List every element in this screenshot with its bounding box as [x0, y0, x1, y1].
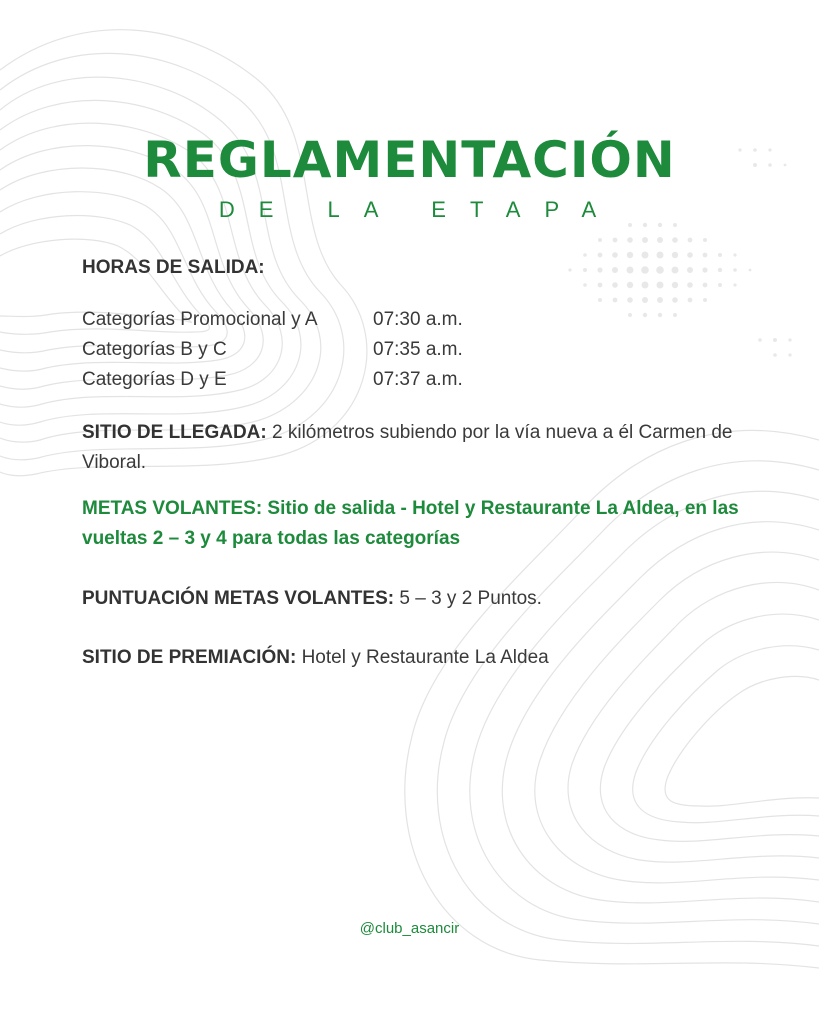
horas-salida-heading: HORAS DE SALIDA:: [82, 257, 265, 278]
page-title: REGLAMENTACIÓN: [143, 131, 676, 189]
premiacion-paragraph: [82, 643, 742, 673]
metas-volantes-paragraph: METAS VOLANTES: Sitio de salida - Hotel y Restaurante La Aldea, en las vueltas 2 – 3 y 4 para todas las categorías: [82, 498, 739, 549]
puntuacion-paragraph: [82, 584, 742, 614]
puntuacion-text: 5 – 3 y 2 Puntos.: [394, 588, 542, 609]
sitio-llegada-label: SITIO DE LLEGADA:: [82, 422, 267, 443]
sitio-llegada-paragraph: [82, 418, 742, 478]
social-handle: @club_asancir: [359, 920, 460, 937]
schedule-time: 07:37 a.m.: [373, 369, 463, 390]
schedule-list: [82, 305, 463, 395]
schedule-category: Categorías Promocional y A: [82, 309, 318, 330]
schedule-row: [82, 335, 463, 365]
schedule-category: Categorías B y C: [82, 339, 227, 360]
schedule-category: Categorías D y E: [82, 369, 227, 390]
premiacion-text: Hotel y Restaurante La Aldea: [296, 647, 549, 668]
sitio-llegada-text: 2 kilómetros subiendo por la vía nueva a él Carmen de Viboral.: [82, 422, 733, 473]
schedule-row: [82, 365, 463, 395]
premiacion-label: SITIO DE PREMIACIÓN:: [82, 647, 297, 668]
page-subtitle: DE LA ETAPA: [218, 197, 621, 222]
schedule-time: 07:35 a.m.: [373, 339, 463, 360]
puntuacion-label: PUNTUACIÓN METAS VOLANTES:: [82, 588, 395, 609]
schedule-row: [82, 305, 463, 335]
schedule-time: 07:30 a.m.: [373, 309, 463, 330]
